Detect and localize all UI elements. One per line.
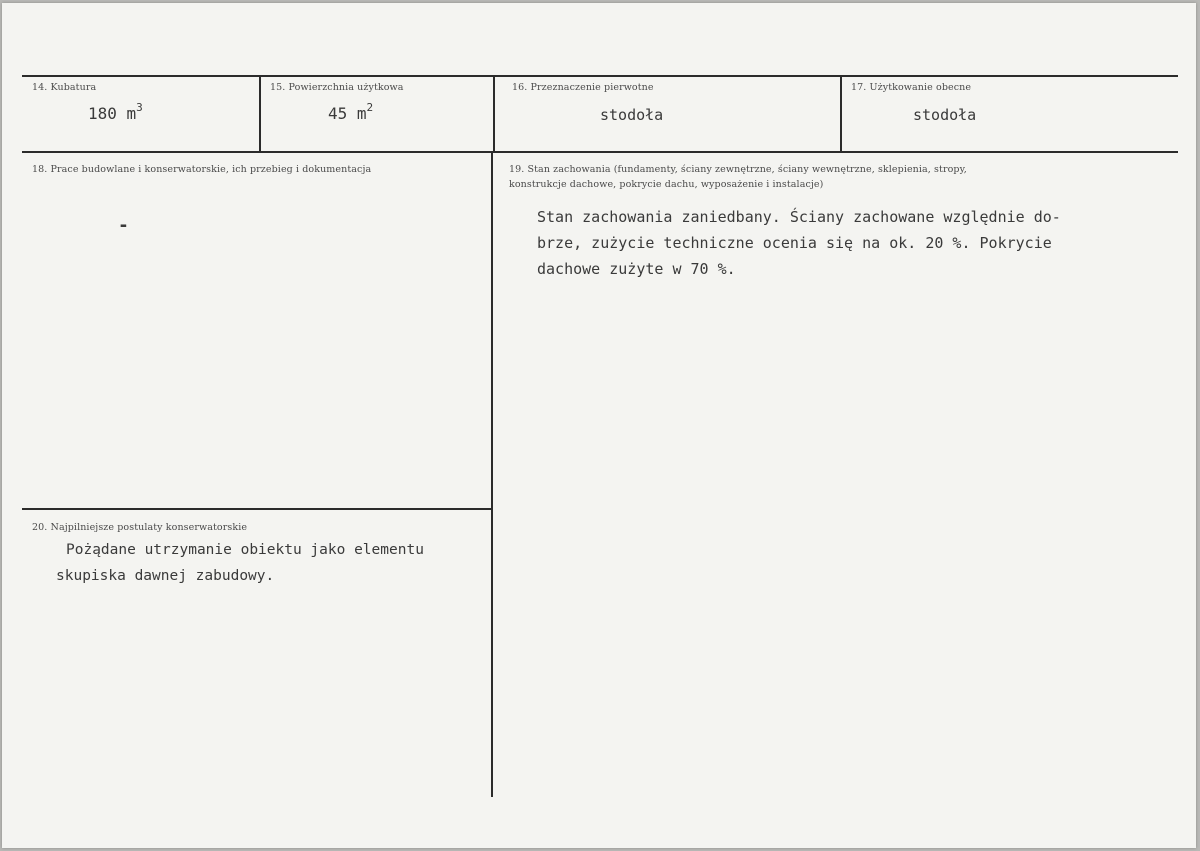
field-20-label: 20. Najpilniejsze postulaty konserwatorskie — [32, 522, 248, 533]
field-19-label-line1: 19. Stan zachowania (fundamenty, ściany zewnętrzne, ściany wewnętrzne, sklepienia, stropy, — [509, 164, 967, 175]
field-16-value: stodoła — [600, 106, 664, 124]
powierzchnia-number: 45 m — [328, 104, 367, 123]
inventory-card — [2, 3, 1196, 848]
postulaty-line-2: skupiska dawnej zabudowy. — [56, 568, 275, 584]
stan-line-3: dachowe zużyte w 70 %. — [537, 260, 736, 278]
field-19-label-line2: konstrukcje dachowe, pokrycie dachu, wyposażenie i instalacje) — [509, 179, 824, 190]
field-14-label: 14. Kubatura — [32, 82, 97, 93]
field-16-label: 16. Przeznaczenie pierwotne — [512, 82, 654, 93]
field-18-value: - — [118, 215, 129, 236]
divider-main — [491, 152, 493, 797]
divider-16-17 — [840, 76, 842, 152]
row-rule — [22, 151, 1178, 153]
field-20-text — [52, 537, 424, 589]
kubatura-exponent: 3 — [136, 101, 143, 114]
postulaty-line-1: Pożądane utrzymanie obiektu jako elementu — [66, 542, 424, 558]
rule-18-20 — [22, 508, 492, 510]
stan-line-1: Stan zachowania zaniedbany. Ściany zachowane względnie do- — [537, 208, 1061, 226]
field-19-text — [537, 204, 1061, 282]
stan-line-2: brze, zużycie techniczne ocenia się na ok. 20 %. Pokrycie — [537, 234, 1052, 252]
top-rule — [22, 75, 1178, 77]
field-15-value — [328, 101, 374, 123]
field-17-label: 17. Użytkowanie obecne — [851, 82, 972, 93]
divider-15-16 — [493, 76, 495, 152]
field-18-label: 18. Prace budowlane i konserwatorskie, ich przebieg i dokumentacja — [32, 164, 372, 175]
powierzchnia-exponent: 2 — [366, 101, 374, 114]
kubatura-number: 180 m — [88, 104, 137, 123]
field-14-value — [88, 101, 143, 123]
field-15-label: 15. Powierzchnia użytkowa — [270, 82, 404, 93]
divider-14-15 — [259, 76, 261, 152]
field-17-value: stodoła — [913, 106, 977, 124]
